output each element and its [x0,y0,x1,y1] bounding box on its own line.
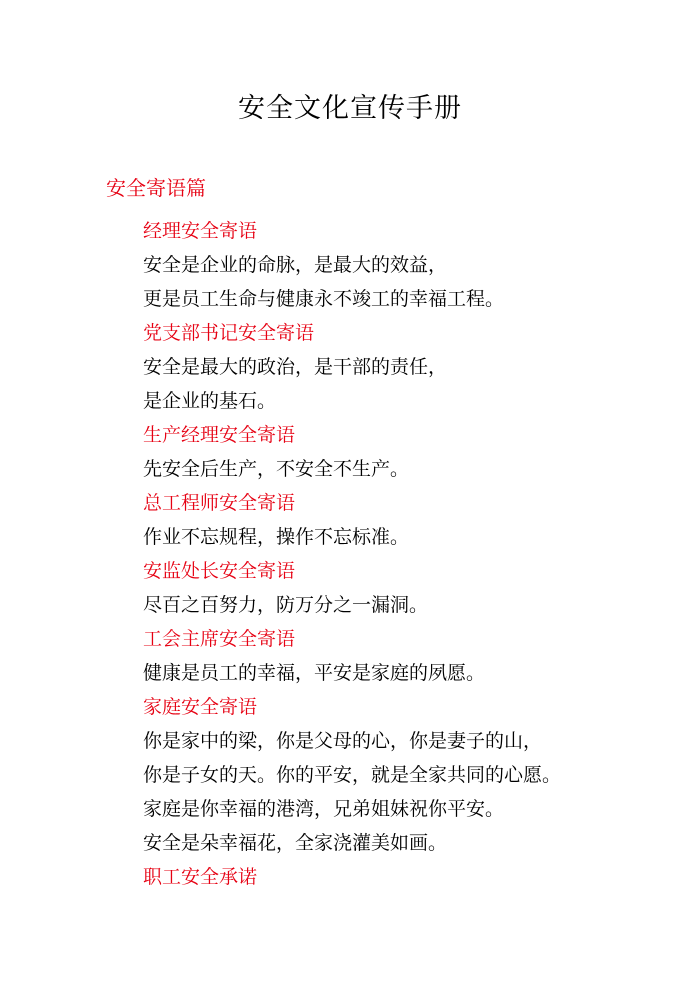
message-line: 你是家中的梁，你是父母的心，你是妻子的山， [143,730,543,752]
message-block [143,622,663,690]
message-line: 你是子女的天。你的平安，就是全家共同的心愿。 [143,764,562,786]
message-block [143,214,663,316]
message-line: 更是员工生命与健康永不竣工的幸福工程。 [143,288,505,310]
message-heading: 经理安全寄语 [143,220,258,242]
message-line: 作业不忘规程，操作不忘标准。 [143,526,410,548]
message-heading: 生产经理安全寄语 [143,424,296,446]
message-block [143,554,663,622]
message-heading: 党支部书记安全寄语 [143,322,315,344]
message-heading: 家庭安全寄语 [143,696,258,718]
message-block [143,418,663,486]
message-block [143,690,663,860]
message-block [143,316,663,418]
message-line: 安全是最大的政治，是干部的责任， [143,356,448,378]
message-line: 安全是企业的命脉，是最大的效益， [143,254,448,276]
message-line: 是企业的基石。 [143,390,277,412]
message-heading: 职工安全承诺 [143,866,258,888]
message-line: 安全是朵幸福花，全家浇灌美如画。 [143,832,448,854]
message-heading: 安监处长安全寄语 [143,560,296,582]
message-line: 家庭是你幸福的港湾，兄弟姐妹祝你平安。 [143,798,505,820]
message-block [143,860,663,894]
message-block [143,486,663,554]
message-heading: 工会主席安全寄语 [143,628,296,650]
document-content [143,214,663,894]
message-line: 健康是员工的幸福，平安是家庭的夙愿。 [143,662,486,684]
section-title: 安全寄语篇 [106,176,206,200]
message-line: 尽百之百努力，防万分之一漏洞。 [143,594,429,616]
message-line: 先安全后生产，不安全不生产。 [143,458,410,480]
document-title: 安全文化宣传手册 [238,93,462,124]
message-heading: 总工程师安全寄语 [143,492,296,514]
